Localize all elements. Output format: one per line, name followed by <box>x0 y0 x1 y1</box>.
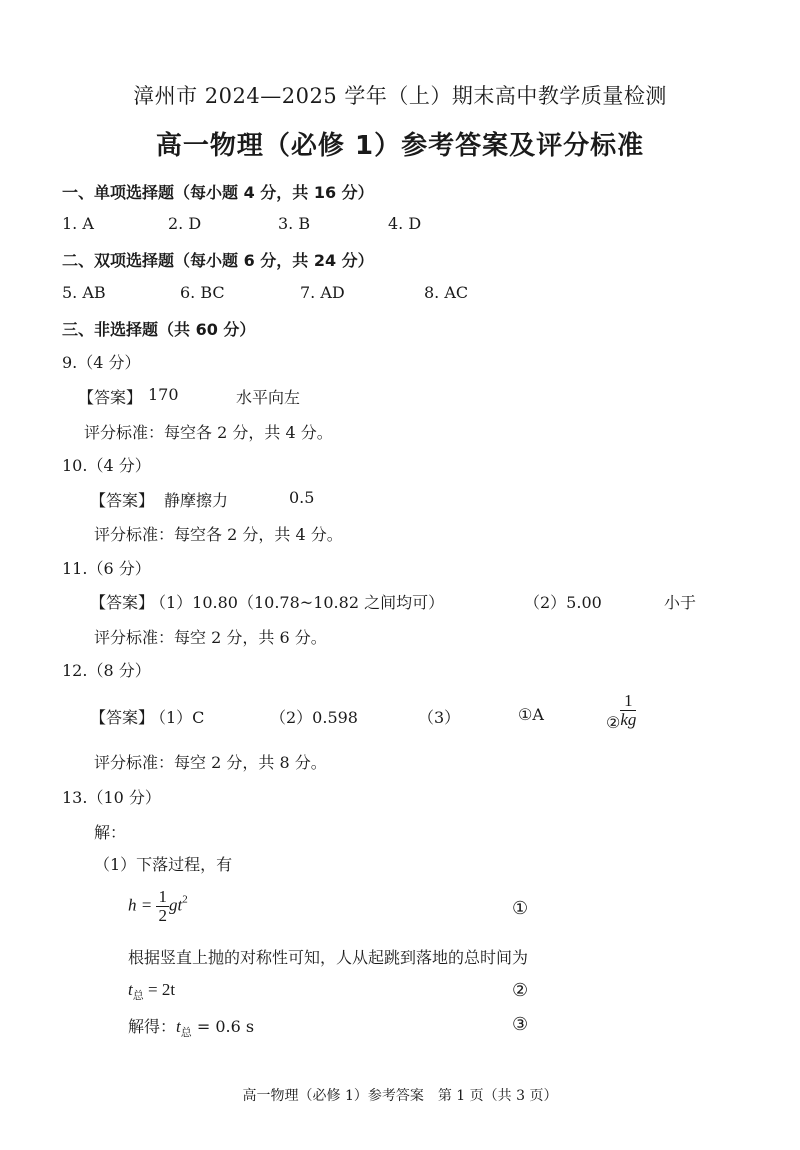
equation-marker-2: ② <box>512 980 529 1001</box>
eq1-denominator: 2 <box>158 906 167 925</box>
q12-answer-4: ①A <box>518 705 544 724</box>
q13-text1: 根据竖直上抛的对称性可知，人从起跳到落地的总时间为 <box>128 948 529 967</box>
q12-answer-3: （3） <box>418 708 461 727</box>
q9-label: 9.（4 分） <box>62 353 141 372</box>
answer-8: 8. AC <box>424 283 469 302</box>
q12-fraction-denominator: kg <box>620 710 637 729</box>
q12-grading: 评分标准：每空 2 分，共 8 分。 <box>94 753 327 772</box>
eq2-subscript: 总 <box>132 990 144 1002</box>
q10-label: 10.（4 分） <box>62 456 151 475</box>
q9-answer-tag: 【答案】 <box>78 388 143 407</box>
q10-grading: 评分标准：每空各 2 分，共 4 分。 <box>94 525 343 544</box>
answer-5: 5. AB <box>62 283 106 302</box>
q9-answer-2: 水平向左 <box>236 388 301 407</box>
section1-heading: 一、单项选择题（每小题 4 分，共 16 分） <box>62 183 374 202</box>
q13-part1: （1）下落过程，有 <box>94 855 233 874</box>
answer-2: 2. D <box>168 214 202 233</box>
section3-heading: 三、非选择题（共 60 分） <box>62 320 256 339</box>
q11-answer-tag: 【答案】 <box>90 593 155 612</box>
equation-marker-1: ① <box>512 898 529 919</box>
eq2-rhs: = 2t <box>143 980 176 999</box>
page-footer: 高一物理（必修 1）参考答案 第 1 页（共 3 页） <box>242 1088 558 1104</box>
eq3-var: t <box>176 1017 181 1036</box>
q12-fraction-numerator: 1 <box>620 692 636 711</box>
eq1-rest: gt <box>168 895 183 915</box>
answer-7: 7. AD <box>300 283 345 302</box>
answer-6: 6. BC <box>180 283 225 302</box>
q12-answer-tag: 【答案】 <box>90 708 155 727</box>
eq1-numerator: 1 <box>158 887 167 906</box>
q13-equation-1 <box>128 888 188 925</box>
q11-label: 11.（6 分） <box>62 559 151 578</box>
q11-answer-1: （1）10.80（10.78~10.82 之间均可） <box>150 593 445 612</box>
q9-grading: 评分标准：每空各 2 分，共 4 分。 <box>84 423 333 442</box>
eq1-exponent: 2 <box>182 893 188 906</box>
q10-answer-2: 0.5 <box>289 488 315 507</box>
q13-equation-3 <box>128 1014 254 1040</box>
answer-4: 4. D <box>388 214 422 233</box>
eq2-var: t <box>128 980 133 999</box>
q10-answer-1: 静摩擦力 <box>164 491 229 510</box>
q11-answer-2: （2）5.00 <box>524 593 602 612</box>
q12-answer-5-fraction <box>620 692 636 729</box>
q9-answer-1: 170 <box>148 385 179 404</box>
document-title: 漳州市 2024—2025 学年（上）期末高中教学质量检测 <box>133 84 667 108</box>
eq3-subscript: 总 <box>180 1026 192 1039</box>
q12-label: 12.（8 分） <box>62 661 151 680</box>
eq1-fraction <box>156 888 169 925</box>
q12-answer-1: （1）C <box>150 708 205 727</box>
q13-label: 13.（10 分） <box>62 788 161 807</box>
q12-answer-2: （2）0.598 <box>270 708 358 727</box>
equation-marker-3: ③ <box>512 1014 529 1035</box>
answer-3: 3. B <box>278 214 311 233</box>
q13-equation-2 <box>128 980 175 1003</box>
section2-heading: 二、双项选择题（每小题 6 分，共 24 分） <box>62 251 374 270</box>
q13-solve: 解： <box>94 823 127 842</box>
q12-answer-5 <box>606 691 637 732</box>
q10-answer-tag: 【答案】 <box>90 491 155 510</box>
q11-answer-3: 小于 <box>664 593 697 612</box>
answer-1: 1. A <box>62 214 94 233</box>
q11-grading: 评分标准：每空 2 分，共 6 分。 <box>94 628 327 647</box>
document-subtitle: 高一物理（必修 1）参考答案及评分标准 <box>155 131 645 161</box>
eq3-rhs: = 0.6 s <box>191 1017 255 1036</box>
q12-answer-5-prefix: ② <box>606 713 621 732</box>
eq1-lhs: h = <box>128 895 153 915</box>
eq3-prefix: 解得： <box>128 1017 177 1036</box>
